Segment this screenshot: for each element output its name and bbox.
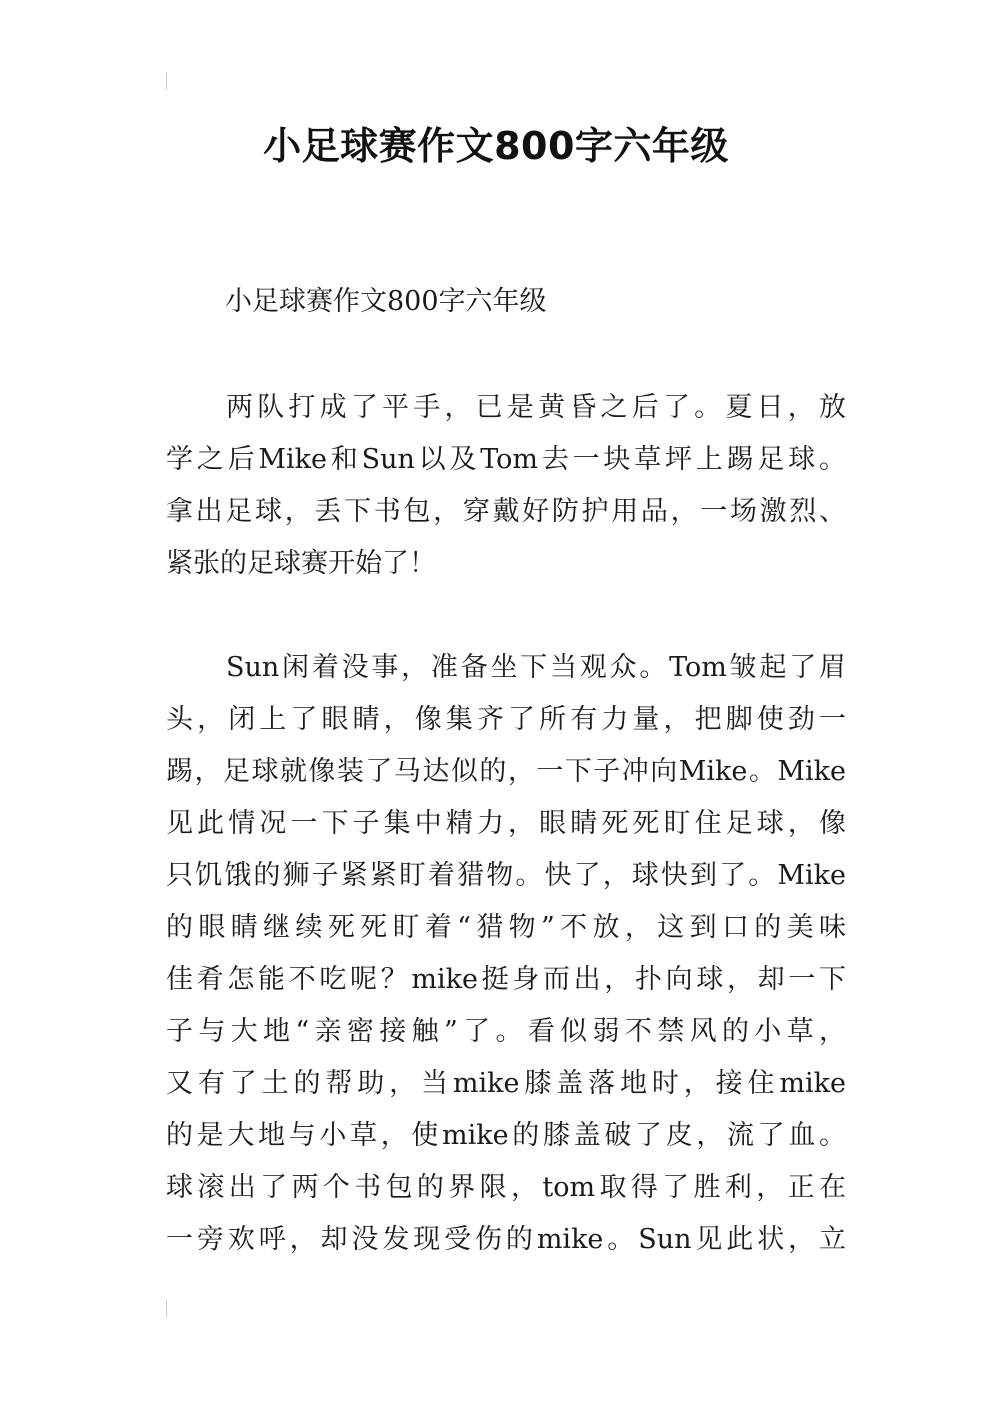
paragraph-line: 又有了土的帮助，当mike膝盖落地时，接住mike: [166, 1068, 846, 1099]
paragraph-line: 佳肴怎能不吃呢？mike挺身而出，扑向球，却一下: [166, 964, 846, 995]
document-title: 小足球赛作文800字六年级: [263, 124, 729, 168]
paragraph-line: 子与大地“亲密接触”了。看似弱不禁风的小草，: [166, 1016, 846, 1047]
paragraph-line: 学之后Mike和Sun以及Tom去一块草坪上踢足球。: [166, 444, 846, 475]
paragraph-line: 踢，足球就像装了马达似的，一下子冲向Mike。Mike: [166, 756, 846, 787]
paragraph-1: [166, 382, 846, 590]
paragraph-line: 头，闭上了眼睛，像集齐了所有力量，把脚使劲一: [166, 704, 846, 735]
paragraph-line: 球滚出了两个书包的界限，tom取得了胜利，正在: [166, 1172, 846, 1203]
paragraph-line: 紧张的足球赛开始了！: [166, 548, 436, 579]
paragraph-line: 的眼睛继续死死盯着“猎物”不放，这到口的美味: [166, 912, 846, 943]
page-corner-mark: [166, 72, 167, 90]
page-corner-mark: [166, 1300, 167, 1318]
paragraph-line: 的是大地与小草，使mike的膝盖破了皮，流了血。: [166, 1120, 846, 1151]
paragraph-line: 两队打成了平手，已是黄昏之后了。夏日，放: [226, 392, 846, 423]
paragraph-line: 只饥饿的狮子紧紧盯着猎物。快了，球快到了。Mike: [166, 860, 846, 891]
document-subtitle: 小足球赛作文800字六年级: [225, 286, 547, 317]
paragraph-2: [166, 642, 846, 1266]
paragraph-line: 一旁欢呼，却没发现受伤的mike。Sun见此状，立: [166, 1224, 846, 1255]
paragraph-line: 拿出足球，丢下书包，穿戴好防护用品，一场激烈、: [166, 496, 846, 527]
paragraph-line: 见此情况一下子集中精力，眼睛死死盯住足球，像: [166, 808, 846, 839]
paragraph-line: Sun闲着没事，准备坐下当观众。Tom皱起了眉: [226, 652, 846, 683]
